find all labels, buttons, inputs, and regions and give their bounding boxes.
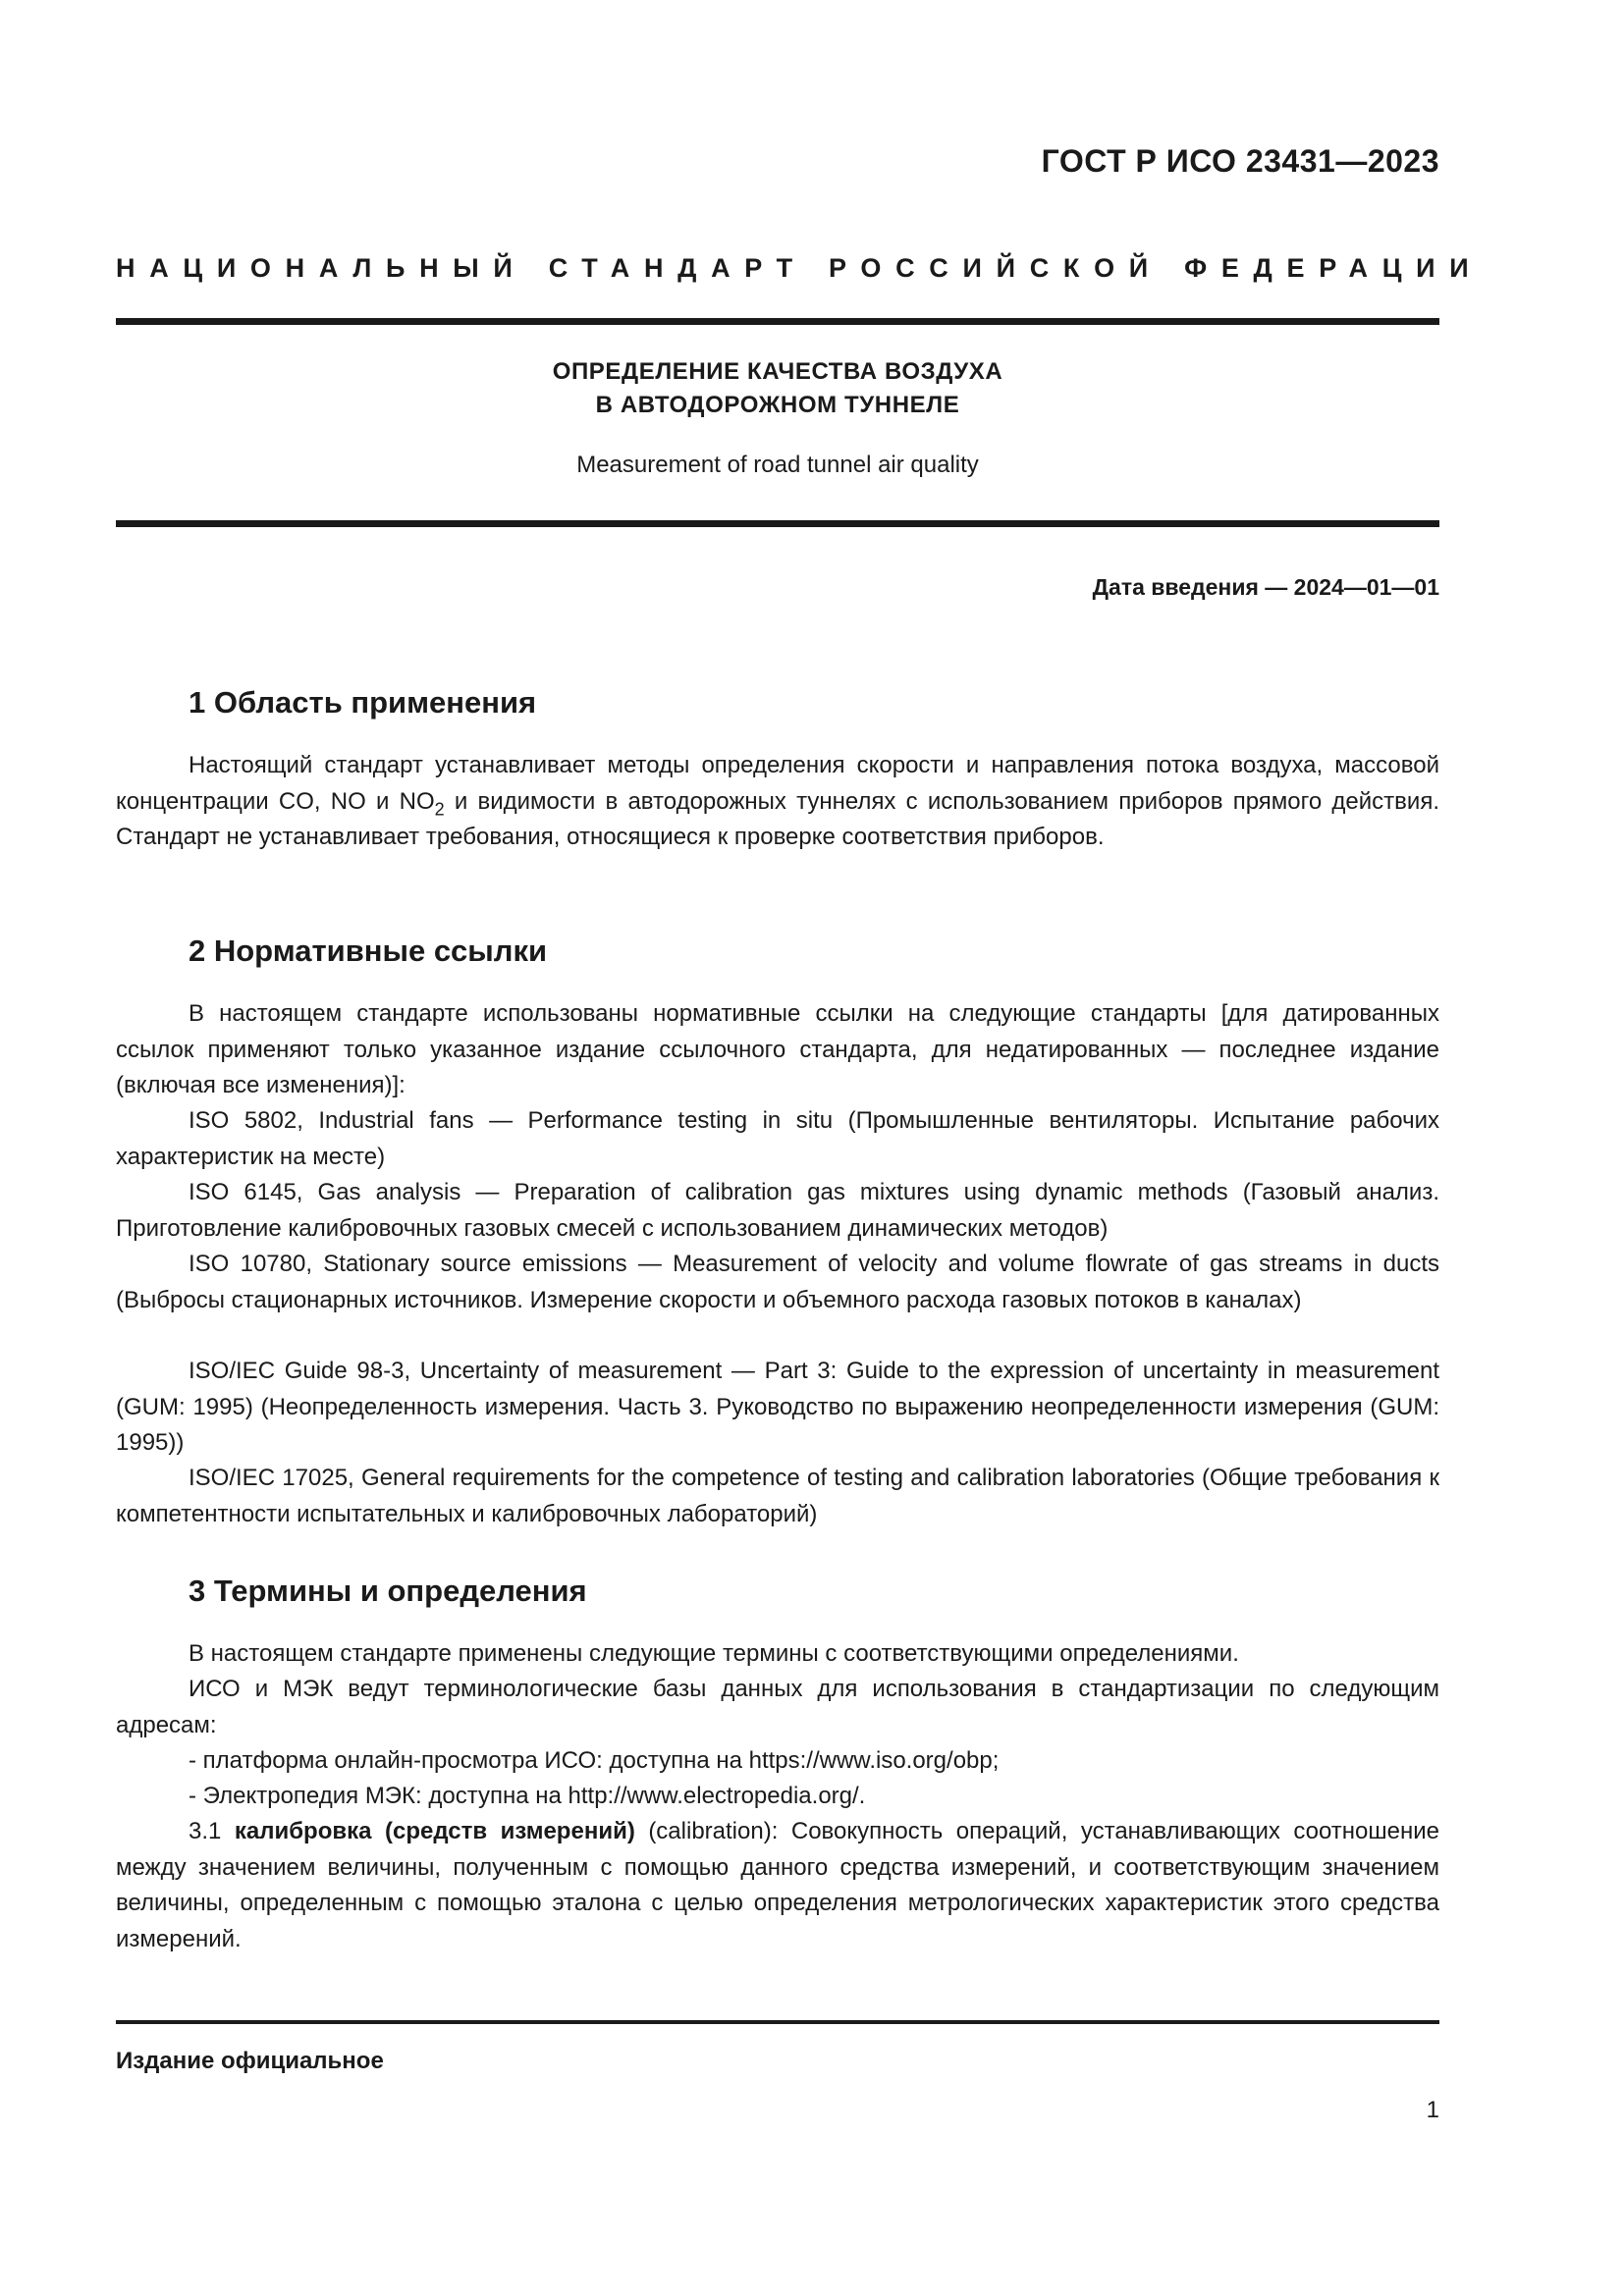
- english-title: Measurement of road tunnel air quality: [576, 452, 979, 478]
- term-number: 3.1: [189, 1818, 235, 1844]
- term-name: калибровка (средств измерений): [234, 1818, 635, 1844]
- s1-text-a: Настоящий стандарт устанавливает методы определения скорости и направления потока воздуха, массовой концентрации CO, NO и NO: [116, 752, 1439, 815]
- title-rule: [116, 520, 1439, 527]
- term-definition: [116, 1814, 1439, 1957]
- reference-item: ISO 10780, Stationary source emissions — Measurement of velocity and volume flowrate of gas streams in ducts (Выбросы стационарных источников. Измерение скорости и объемного расхода газовых потоков в каналах): [116, 1251, 1439, 1313]
- list-item: - Электропедия МЭК: доступна на http://www.electropedia.org/.: [189, 1783, 866, 1809]
- section-2-heading: 2 Нормативные ссылки: [189, 934, 548, 968]
- section-3-paragraph: ИСО и МЭК ведут терминологические базы данных для использования в стандартизации по следующим адресам:: [116, 1676, 1439, 1738]
- reference-item: ISO/IEC 17025, General requirements for the competence of testing and calibration laboratories (Общие требования к компетентности испытательных и калибровочных лабораторий): [116, 1465, 1439, 1527]
- official-edition-label: Издание официальное: [116, 2048, 384, 2074]
- section-3-heading: 3 Термины и определения: [189, 1574, 587, 1608]
- term-text: (calibration): Совокупность операций, устанавливающих соотношение между значением величины, полученным с помощью данного средства измерений, и соответствующим значением величины, определенным с помощью эталона с целью определения метрологических характеристик этого средства измерений.: [116, 1818, 1439, 1952]
- s1-text-b: и видимости в автодорожных туннелях с использованием приборов прямого действия. Стандарт не устанавливает требования, относящиеся к проверке соответствия приборов.: [116, 787, 1439, 850]
- section-3-paragraph: В настоящем стандарте применены следующие термины с соответствующими определениями.: [189, 1640, 1239, 1667]
- standard-type: НАЦИОНАЛЬНЫЙ СТАНДАРТ РОССИЙСКОЙ ФЕДЕРАЦИИ: [116, 253, 1484, 283]
- document-page: [116, 0, 1484, 2296]
- section-1-paragraph: [116, 748, 1439, 856]
- footer-rule: [116, 2020, 1439, 2024]
- section-1-heading: 1 Область применения: [189, 685, 537, 720]
- section-2-intro: В настоящем стандарте использованы нормативные ссылки на следующие стандарты [для датированных ссылок применяют только указанное издание ссылочного стандарта, для недатированных — последнее издание (включая все изменения)]:: [116, 1000, 1439, 1098]
- title-block: [116, 355, 1439, 479]
- reference-item: ISO/IEC Guide 98-3, Uncertainty of measurement — Part 3: Guide to the expression of uncertainty in measurement (GUM: 1995) (Неопределенность измерения. Часть 3. Руководство по выражению неопределенности измерения (GUM: 1995)): [116, 1358, 1439, 1456]
- introduction-date: Дата введения — 2024—01—01: [1092, 574, 1439, 600]
- title-line-2: В АВТОДОРОЖНОМ ТУННЕЛЕ: [595, 392, 960, 418]
- s1-subscript: 2: [434, 798, 445, 819]
- reference-item: ISO 6145, Gas analysis — Preparation of calibration gas mixtures using dynamic methods (Газовый анализ. Приготовление калибровочных газовых смесей с использованием динамических методов): [116, 1179, 1439, 1242]
- standard-number: ГОСТ Р ИСО 23431—2023: [1041, 143, 1439, 179]
- title-line-1: ОПРЕДЕЛЕНИЕ КАЧЕСТВА ВОЗДУХА: [552, 358, 1003, 385]
- header-rule: [116, 318, 1439, 325]
- list-item: - платформа онлайн-просмотра ИСО: доступна на https://www.iso.org/obp;: [189, 1747, 1000, 1774]
- reference-item: ISO 5802, Industrial fans — Performance testing in situ (Промышленные вентиляторы. Испытание рабочих характеристик на месте): [116, 1107, 1439, 1170]
- page-number: 1: [1426, 2097, 1439, 2123]
